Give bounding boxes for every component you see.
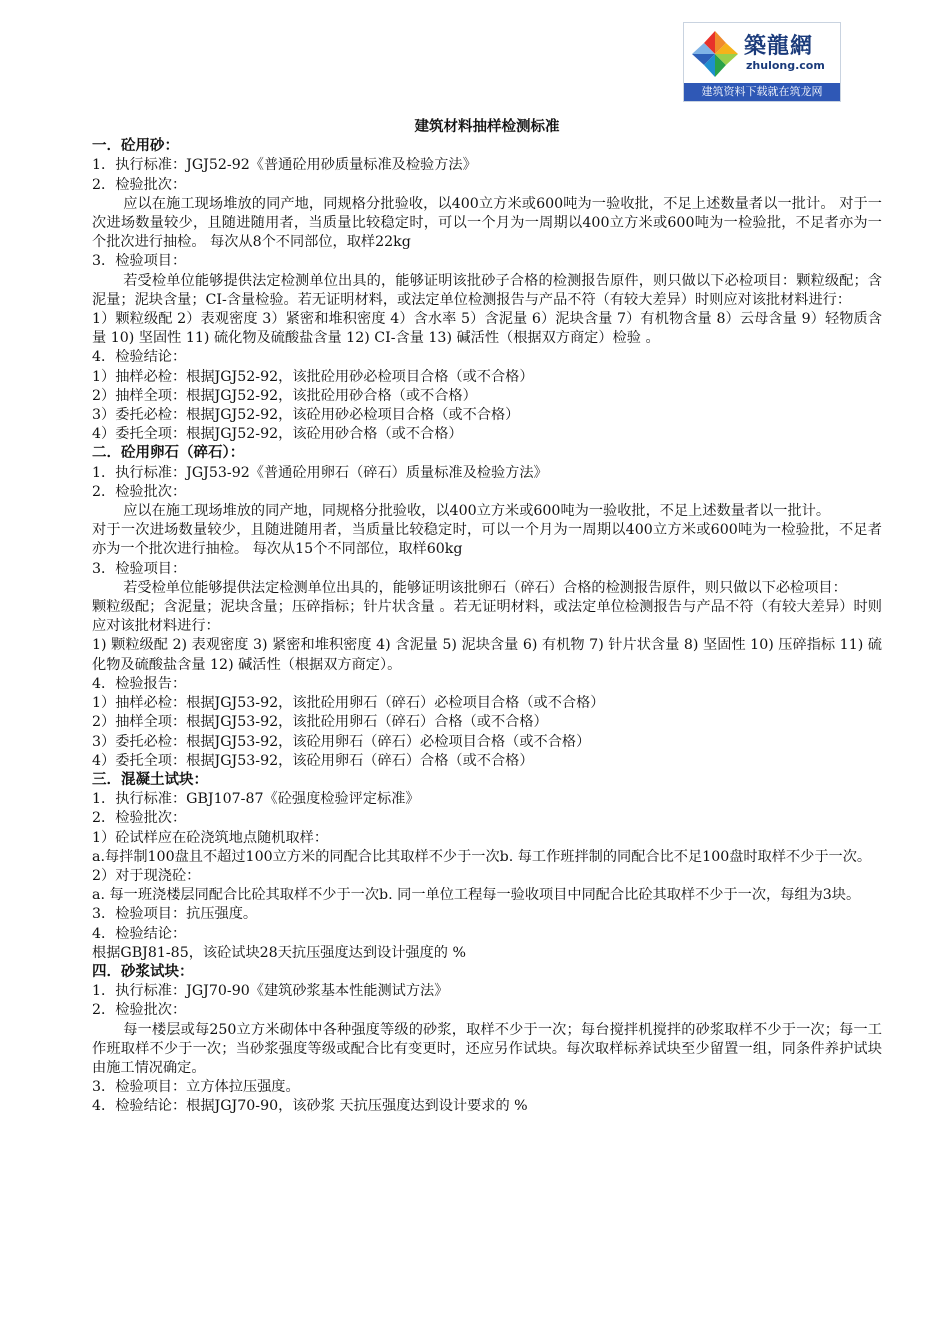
paragraph: 3．检验项目：立方体拉压强度。 [92,1079,300,1096]
section-heading: 一．砼用砂： [92,138,179,155]
paragraph: 1）抽样必检：根据JGJ52-92，该批砼用砂必检项目合格（或不合格） [92,368,534,385]
paragraph: 1．执行标准：JGJ53-92《普通砼用卵石（碎石）质量标准及检验方法》 [92,464,548,481]
paragraph: 3．检验项目： [92,253,187,270]
paragraph: 每一楼层或每250立方米砌体中各种强度等级的砂浆，取样不少于一次；每台搅拌机搅拌的砂浆取样不少于一次；每一工作班取样不少于一次；当砂浆强度等级或配合比有变更时，还应另作试块。每次取样标养试块至少留置一组，同条件养护试块由施工情况确定。 [92,1021,882,1076]
paragraph: 对于一次进场数量较少，且随进随用者，当质量比较稳定时，可以一个月为一周期以400立方米或600吨为一检验批，不足者亦为一个批次进行抽检。 每次从15个不同部位，取样60kg [92,522,882,558]
paragraph: 4．检验结论： [92,925,187,942]
paragraph: 2．检验批次： [92,1002,187,1019]
section-heading: 三．混凝土试块： [92,771,208,788]
paragraph: 2．检验批次： [92,810,187,827]
paragraph: a.每拌制100盘且不超过100立方米的同配合比其取样不少于一次b. 每工作班拌制的同配合比不足100盘时取样不少于一次。 [92,848,872,865]
paragraph: 若受检单位能够提供法定检测单位出具的，能够证明该批卵石（碎石）合格的检测报告原件，则只做以下必检项目： [123,579,847,596]
paragraph: 3．检验项目：抗压强度。 [92,906,258,923]
paragraph: 2）抽样全项：根据JGJ52-92，该批砼用砂合格（或不合格） [92,387,477,404]
paragraph: 2）抽样全项：根据JGJ53-92，该批砼用卵石（碎石）合格（或不合格） [92,714,548,731]
paragraph: 应以在施工现场堆放的同产地，同规格分批验收，以400立方米或600吨为一验收批，不足上述数量者以一批计。 [123,503,831,520]
logo-domain: zhulong.com [746,59,825,72]
paragraph: 4）委托全项：根据JGJ53-92，该砼用卵石（碎石）合格（或不合格） [92,752,534,769]
paragraph: 1．执行标准：JGJ70-90《建筑砂浆基本性能测试方法》 [92,983,449,1000]
paragraph: 根据GBJ81-85，该砼试块28天抗压强度达到设计强度的 % [92,944,466,961]
paragraph: 颗粒级配；含泥量；泥块含量；压碎指标；针片状含量 。若无证明材料，或法定单位检测报告与产品不符（有较大差异）时则应对该批材料进行： [92,599,882,635]
paragraph: 1）颗粒级配 2）表观密度 3）紧密和堆积密度 4）含水率 5）含泥量 6）泥块含量 7）有机物含量 8）云母含量 9）轻物质含量 10) 坚固性 11) 硫化物及硫酸盐含量 12) CI-含量 13) 碱活性（根据双方商定）检验 。 [92,311,882,347]
paragraph: 1．执行标准：GBJ107-87《砼强度检验评定标准》 [92,791,420,808]
paragraph: a. 每一班浇楼层同配合比砼其取样不少于一次b. 同一单位工程每一验收项目中同配合比砼其取样不少于一次，每组为3块。 [92,887,861,904]
document-title: 建筑材料抽样检测标准 [414,119,560,135]
paragraph: 4．检验结论： [92,349,187,366]
paragraph: 2．检验批次： [92,176,187,193]
paragraph: 4．检验结论：根据JGJ70-90，该砂浆 天抗压强度达到设计要求的 % [92,1098,528,1115]
paragraph: 若受检单位能够提供法定检测单位出具的，能够证明该批砂子合格的检测报告原件，则只做以下必检项目：颗粒级配；含泥量；泥块含量；CI-含量检验。若无证明材料，或法定单位检测报告与产品不符（有较大差异）时则应对该批材料进行： [92,272,882,308]
paragraph: 1）抽样必检：根据JGJ53-92，该批砼用卵石（碎石）必检项目合格（或不合格） [92,695,605,712]
paragraph: 4．检验报告： [92,675,187,692]
section-heading: 二．砼用卵石（碎石）： [92,445,245,462]
paragraph: 2）对于现浇砼： [92,867,201,884]
document-body [92,118,882,1117]
paragraph: 3）委托必检：根据JGJ53-92，该砼用卵石（碎石）必检项目合格（或不合格） [92,733,591,750]
paragraph: 1) 颗粒级配 2) 表观密度 3) 紧密和堆积密度 4) 含泥量 5) 泥块含量 6) 有机物 7) 针片状含量 8) 坚固性 10) 压碎指标 11) 硫化物及硫酸盐含量 12) 碱活性（根据双方商定）。 [92,637,882,673]
paragraph: 应以在施工现场堆放的同产地，同规格分批验收，以400立方米或600吨为一验收批，不足上述数量者以一批计。 对于一次进场数量较少，且随进随用者，当质量比较稳定时，可以一个月为一周期以400立方米或600吨为一检验批，不足者亦为一个批次进行抽检。 每次从8个不同部位，取样22kg [92,195,882,251]
paragraph: 3．检验项目： [92,560,187,577]
paragraph: 1．执行标准：JGJ52-92《普通砼用砂质量标准及检验方法》 [92,157,477,174]
paragraph: 4）委托全项：根据JGJ52-92，该砼用砂合格（或不合格） [92,426,463,443]
logo-slogan: 建筑资料下载就在筑龙网 [684,83,840,101]
zhulong-logo [683,22,841,102]
paragraph: 3）委托必检：根据JGJ52-92，该砼用砂必检项目合格（或不合格） [92,407,520,424]
logo-name: 築龍網 [744,33,814,59]
paragraph: 2．检验批次： [92,483,187,500]
pinwheel-icon [690,29,740,79]
section-heading: 四．砂浆试块： [92,963,194,980]
document-content [92,137,882,1116]
paragraph: 1）砼试样应在砼浇筑地点随机取样： [92,829,329,846]
